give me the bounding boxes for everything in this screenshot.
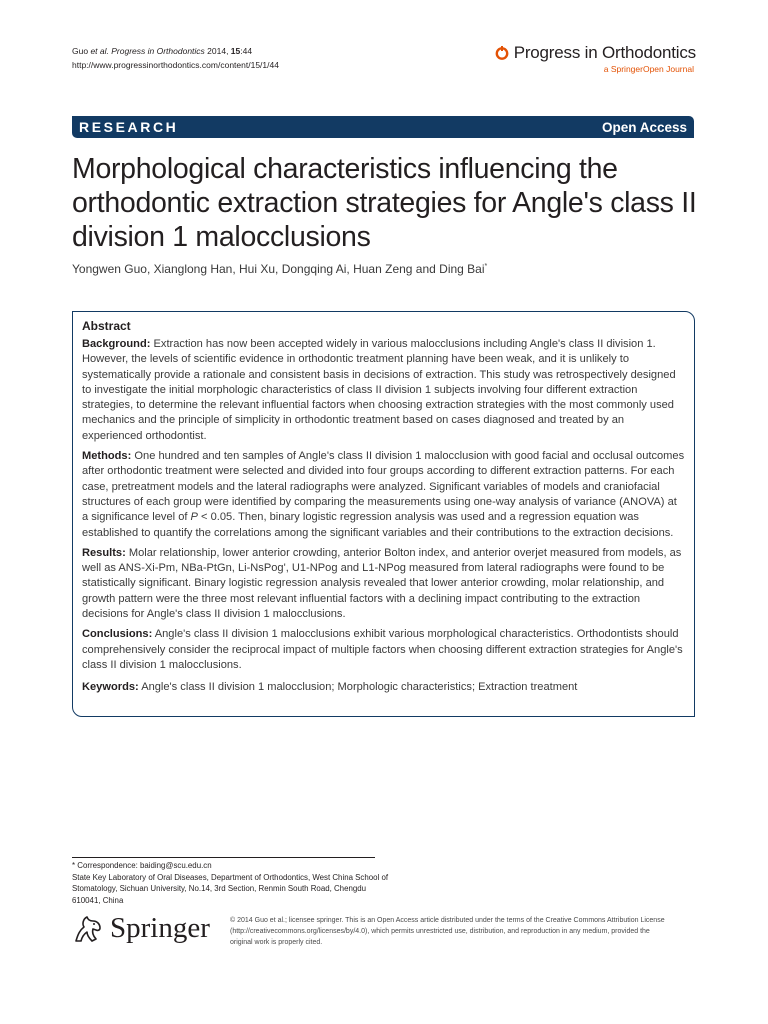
citation-volume: 15 xyxy=(230,46,241,56)
keywords-label: Keywords: xyxy=(82,681,139,694)
citation-journal: Progress in Orthodontics xyxy=(111,46,205,56)
citation-authors: Guo xyxy=(72,46,91,56)
footnote xyxy=(72,860,392,906)
abstract-keywords xyxy=(82,680,685,695)
methods-label: Methods: xyxy=(82,450,132,463)
methods-p-symbol: P xyxy=(190,511,198,524)
license-statement: © 2014 Guo et al.; licensee springer. This is an Open Access article distributed under the terms of the Creative Commons Attribution License (http://creativecommons.org/licenses/by/4.0), which permits unrestricted use, distribution, and reproduction in any medium, provided the original work is properly cited. xyxy=(230,917,665,946)
authors-text: Yongwen Guo, Xianglong Han, Hui Xu, Dongqing Ai, Huan Zeng and Ding Bai xyxy=(72,262,485,276)
citation-year: 2014, xyxy=(204,46,231,56)
author-affiliation: State Key Laboratory of Oral Diseases, Department of Orthodontics, West China School of Stomatology, Sichuan University, No.14, 3rd Section, Renmin South Road, Chengdu 610041, China xyxy=(72,872,389,905)
citation-article: :44 xyxy=(240,46,253,56)
conclusions-label: Conclusions: xyxy=(82,628,153,641)
corresponding-author-mark: * xyxy=(484,263,488,270)
article-title: Morphological characteristics influencing the orthodontic extraction strategies for Angle's class II division 1 malocclusions xyxy=(72,153,697,253)
springer-logo xyxy=(72,912,210,945)
abstract-heading: Abstract xyxy=(82,319,131,333)
citation-etal: et al. xyxy=(90,46,109,56)
correspondence-email[interactable]: * Correspondence: baiding@scu.edu.cn xyxy=(72,861,212,870)
journal-name: Progress in Orthodontics xyxy=(513,43,696,62)
progress-in-orthodontics-logo-icon xyxy=(495,46,509,60)
publisher-name: Springer xyxy=(110,912,210,944)
abstract-methods xyxy=(82,449,685,541)
abstract-box xyxy=(72,311,695,717)
article-type-label: RESEARCH xyxy=(79,119,179,135)
results-text: Molar relationship, lower anterior crowding, anterior Bolton index, and anterior overjet measured from models, as well as ANS-Xi-Pm, NBa-PtGn, Li-NsPog', U1-NPog and L1-NPog measured from lateral radiographs were found to be statistically significant. Binary logistic regression analysis revealed that lower anterior crowding, molar relationship, and growth pattern were the three most relevant influential factors with a declining impact contributing to the extraction decisions for Angle's class II division 1 malocclusions. xyxy=(82,546,682,621)
methods-text-2: < 0.05. Then, binary logistic regression analysis was used and a regression equation was established to quantify the correlations among the significant variables and their contributions to the extraction decisions. xyxy=(82,511,674,539)
abstract-background xyxy=(82,337,685,444)
citation-url[interactable]: http://www.progressinorthodontics.com/content/15/1/44 xyxy=(72,60,279,70)
abstract-results xyxy=(82,546,685,622)
abstract-conclusions xyxy=(82,627,685,673)
journal-subtitle: a SpringerOpen Journal xyxy=(603,64,694,74)
footnote-divider xyxy=(72,857,375,858)
citation-header xyxy=(72,44,279,72)
keywords-text: Angle's class II division 1 malocclusion; Morphologic characteristics; Extraction treatment xyxy=(138,681,578,694)
background-label: Background: xyxy=(82,338,151,350)
author-list xyxy=(72,262,487,276)
springer-horse-icon xyxy=(72,914,104,944)
article-type-bar xyxy=(72,116,694,138)
conclusions-text: Angle's class II division 1 malocclusions exhibit various morphological characteristics. Orthodontists should comprehensively consider the reciprocal impact of multiple factors when choosing different extraction strategies for Angle's class II division 1 malocclusions. xyxy=(82,628,683,671)
journal-logo xyxy=(495,43,696,74)
background-text: Extraction has now been accepted widely in various malocclusions including Angle's class II division 1. However, the levels of scientific evidence in orthodontic treatment planning have been weak, and it is unlikely to systematically provide a rationale and consistent basis in decisions of extraction. This study was retrospectively designed to investigate the initial morphologic characteristics of class II division 1 subjects involving four different extraction strategies, to determine the relevant influential factors when choosing extraction strategies with the most commonly used mechanics and the principle of simplicity in orthodontic treatment based on cases diagnosed and treated by an experienced orthodontist. xyxy=(82,338,676,442)
methods-text-1: One hundred and ten samples of Angle's class II division 1 malocclusion with good facial and occlusal outcomes after orthodontic treatment were selected and divided into four groups according to different extraction patterns. For each case, pretreatment models and the lateral radiographs were analyzed. Significant variables of models and craniofacial structures of each group were identified by comparing the measurements using one-way analysis of variance (ANOVA) at a significance level of xyxy=(82,450,685,524)
open-access-label: Open Access xyxy=(601,119,687,135)
results-label: Results: xyxy=(82,546,126,559)
citation-line xyxy=(72,44,279,58)
